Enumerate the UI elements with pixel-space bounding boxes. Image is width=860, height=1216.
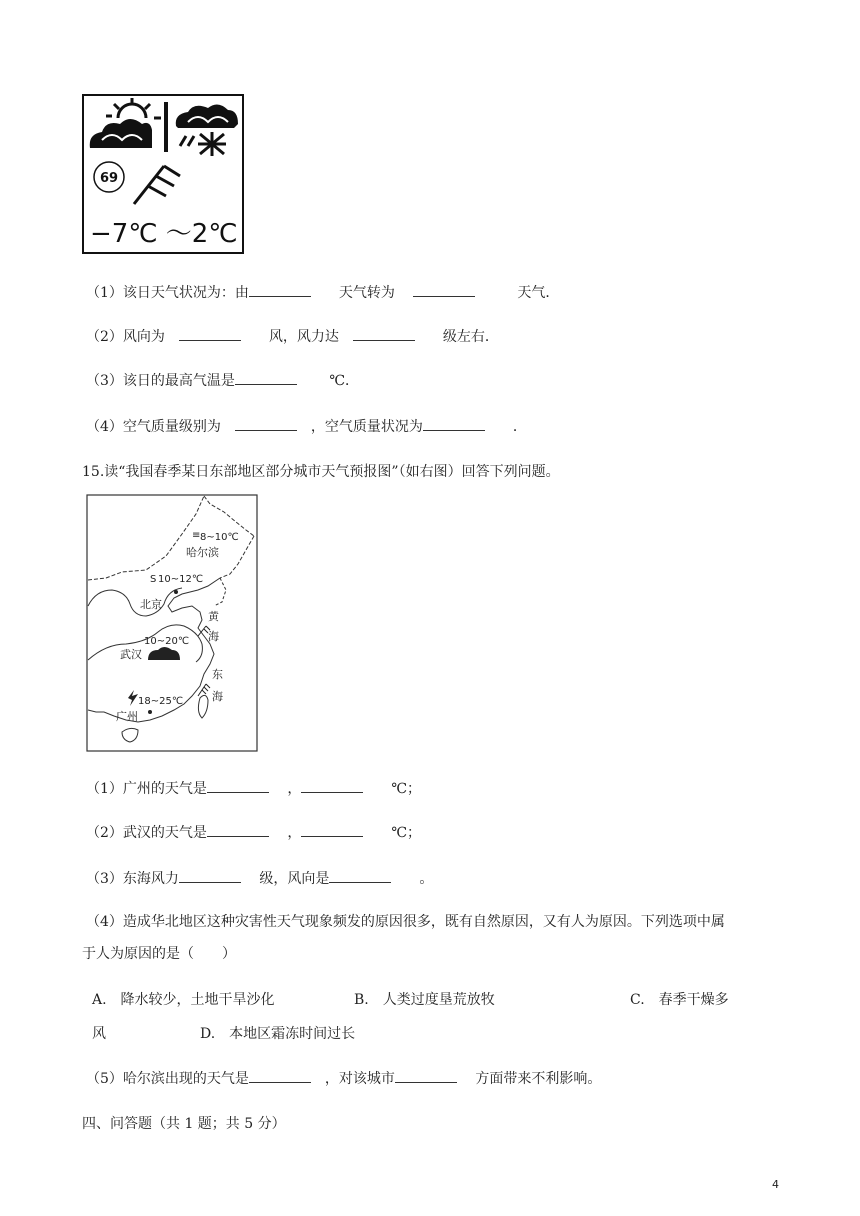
blank — [179, 868, 241, 883]
temperature-range: −7℃ ～2℃ — [90, 219, 238, 249]
blank — [301, 778, 363, 793]
blank — [395, 1068, 457, 1083]
option-c: C. 春季干燥多 — [630, 992, 729, 1008]
cloud-icon — [90, 119, 152, 148]
q14-3-text-b: ℃． — [329, 373, 360, 389]
q14-4-text: （4）空气质量级别为 — [86, 419, 221, 435]
q15-5-text-b: ，对该城市 — [324, 1071, 395, 1087]
hai-label-1: 海 — [208, 630, 219, 643]
blank — [329, 868, 391, 883]
option-b: B. 人类过度垦荒放牧 — [354, 992, 495, 1008]
weather-symbols-graphic — [84, 96, 242, 252]
q15-1-text-b: ， — [287, 781, 302, 797]
q14-2-text-c: 级左右． — [442, 329, 499, 345]
blank — [413, 282, 475, 297]
q15-1-text-c: ℃； — [391, 781, 422, 797]
q14-2-text-b: 风，风力达 — [268, 329, 339, 345]
q15-line-1 — [86, 778, 421, 799]
q15-2-text-c: ℃； — [391, 825, 422, 841]
option-a: A. 降水较少，土地干旱沙化 — [92, 992, 275, 1008]
page-number: 4 — [772, 1178, 779, 1191]
q14-1-text-b: 天气转为 — [338, 285, 395, 301]
blank — [301, 822, 363, 837]
weather-forecast-map — [86, 494, 258, 752]
option-c-continued: 风 — [92, 1026, 106, 1042]
q15-5-text-c: 方面带来不利影响。 — [475, 1071, 602, 1087]
q15-3-text: （3）东海风力 — [86, 871, 179, 887]
blank — [353, 326, 415, 341]
wind-icon — [134, 166, 180, 204]
q15-2-text-b: ， — [287, 825, 302, 841]
aqi-value: 69 — [99, 171, 119, 186]
rain-cloud-icon — [176, 104, 238, 128]
q15-line-5 — [86, 1068, 601, 1089]
q14-1-text: （1）该日天气状况为：由 — [86, 285, 249, 301]
wuhan-label: 武汉 — [120, 648, 142, 661]
q15-line-4a: （4）造成华北地区这种灾害性天气现象频发的原因很多，既有自然原因，又有人为原因。下列选项中属 — [86, 914, 725, 930]
q14-3-text: （3）该日的最高气温是 — [86, 373, 235, 389]
beijing-dot — [174, 590, 178, 594]
sandstorm-icon: S — [150, 574, 157, 585]
blank — [235, 416, 297, 431]
q14-1-text-c: 天气． — [517, 285, 560, 301]
q14-line-4 — [86, 416, 527, 437]
blank — [249, 282, 311, 297]
snow-icon — [180, 132, 226, 156]
q14-4-text-c: ． — [512, 419, 527, 435]
q14-4-text-b: ，空气质量状况为 — [310, 419, 423, 435]
harbin-label: 哈尔滨 — [186, 546, 219, 559]
q15-line-2 — [86, 822, 421, 843]
q14-line-3 — [86, 370, 359, 391]
harbin-temp: 8~10℃ — [200, 532, 239, 543]
q15-2-text: （2）武汉的天气是 — [86, 825, 207, 841]
blank — [235, 370, 297, 385]
map-graphic — [86, 494, 258, 752]
q14-2-text: （2）风向为 — [86, 329, 165, 345]
guangzhou-dot — [148, 710, 152, 714]
q15-1-text: （1）广州的天气是 — [86, 781, 207, 797]
fog-icon: ≡ — [192, 530, 201, 541]
hai-label-2: 海 — [212, 690, 223, 703]
q15-3-text-c: 。 — [419, 871, 434, 887]
q15-title: 15.读“我国春季某日东部地区部分城市天气预报图”（如右图）回答下列问题。 — [82, 464, 560, 480]
wuhan-temp: 10~20℃ — [144, 636, 190, 647]
blank — [249, 1068, 311, 1083]
q14-line-1 — [86, 282, 559, 303]
q14-line-2 — [86, 326, 499, 347]
sun-icon — [106, 98, 161, 118]
section-4-heading: 四、问答题（共 1 题；共 5 分） — [82, 1116, 286, 1132]
blank — [207, 778, 269, 793]
blank — [179, 326, 241, 341]
q15-5-text: （5）哈尔滨出现的天气是 — [86, 1071, 249, 1087]
q15-line-4b: 于人为原因的是（ ） — [82, 946, 236, 962]
beijing-label: 北京 — [140, 598, 162, 611]
blank — [423, 416, 485, 431]
q15-line-3 — [86, 868, 433, 889]
beijing-temp: 10~12℃ — [158, 574, 204, 585]
huang-label: 黄 — [208, 610, 219, 623]
guangzhou-temp: 18~25℃ — [138, 696, 184, 707]
blank — [207, 822, 269, 837]
dong-label: 东 — [212, 668, 223, 681]
option-d: D. 本地区霜冻时间过长 — [200, 1026, 356, 1042]
q15-3-text-b: 级，风向是 — [259, 871, 330, 887]
weather-symbol-box — [82, 94, 244, 254]
guangzhou-label: 广州 — [116, 710, 138, 723]
